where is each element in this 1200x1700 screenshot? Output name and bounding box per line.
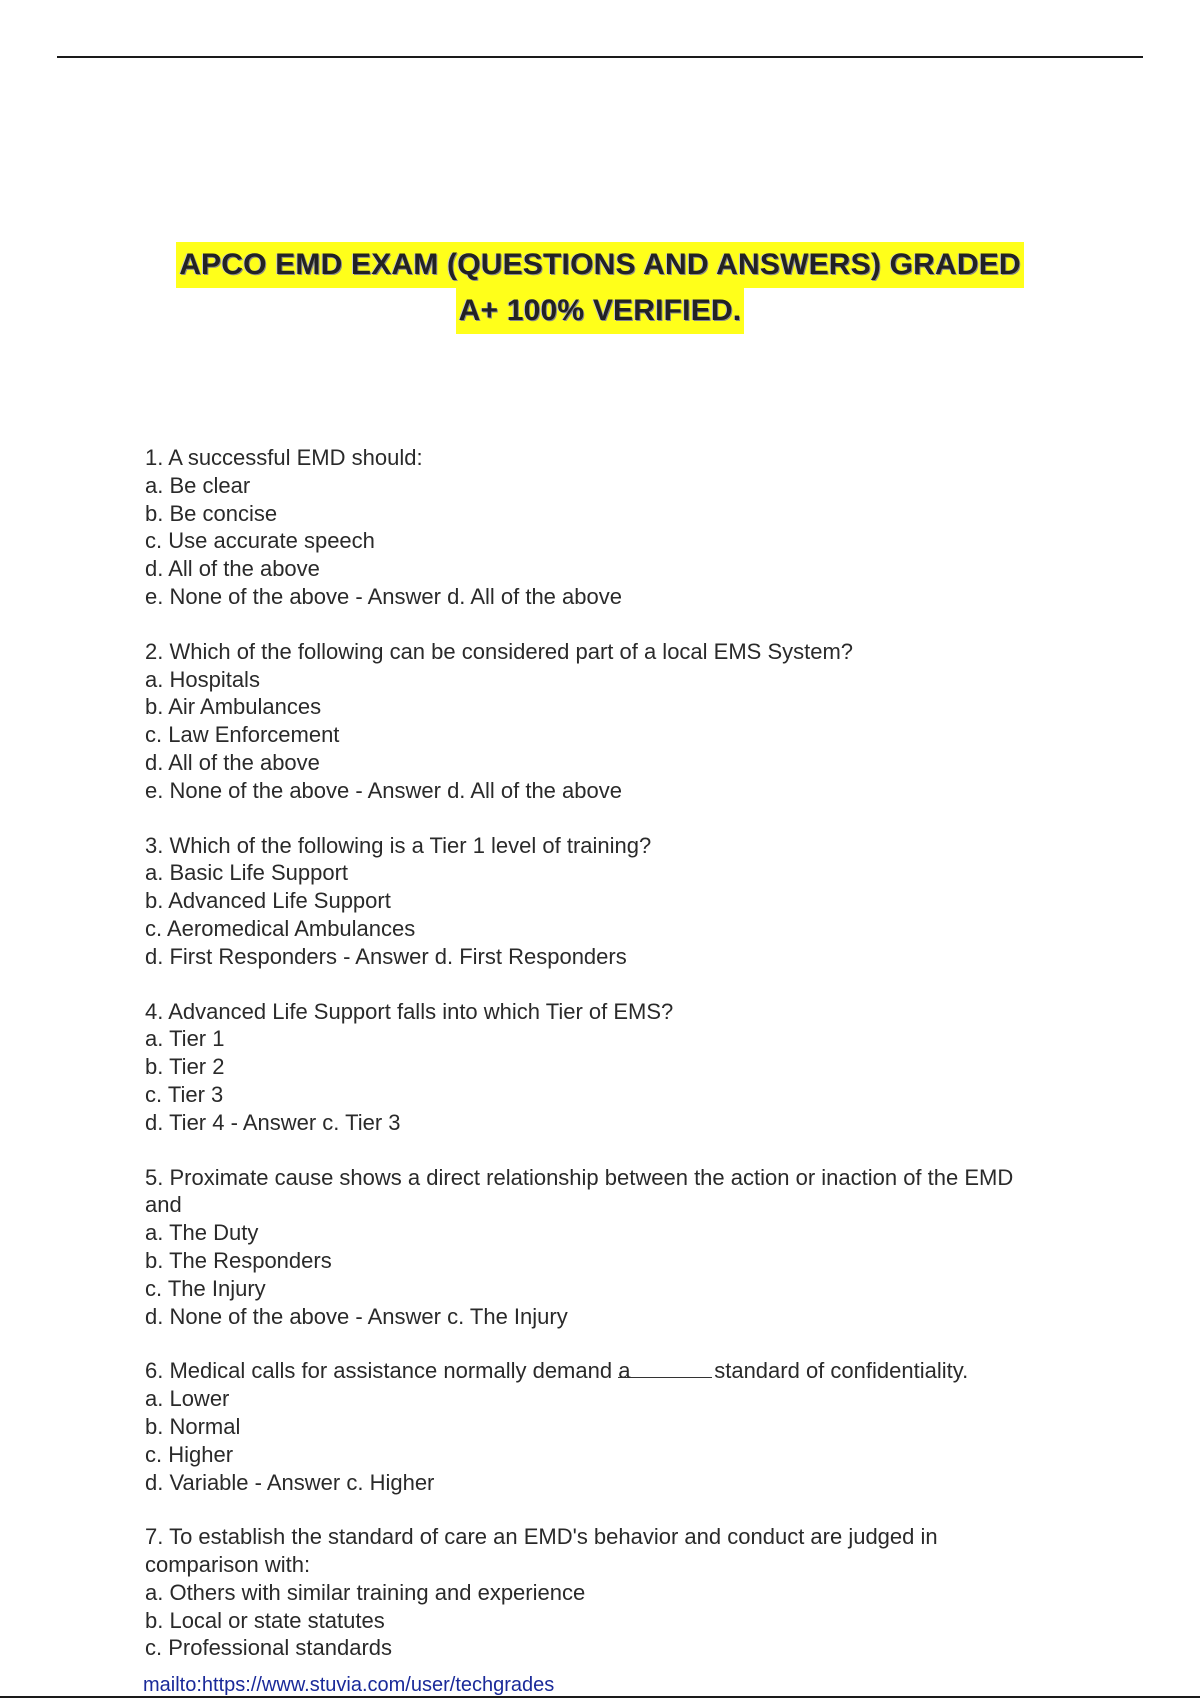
option-d-answer: d. Tier 4 - Answer c. Tier 3 — [145, 1109, 401, 1135]
blank-text: a — [618, 1358, 631, 1384]
option-c: c. Law Enforcement — [145, 722, 340, 748]
option-c: c. Higher — [145, 1441, 234, 1467]
option-e-answer: e. None of the above - Answer d. All of the above — [145, 583, 622, 609]
option-b: b. Normal — [145, 1413, 241, 1439]
question-stem — [145, 1357, 1045, 1385]
option-b: b. Be concise — [145, 500, 278, 526]
option-d-answer: d. None of the above - Answer c. The Injury — [145, 1303, 568, 1329]
footer-mailto-link[interactable]: mailto:https://www.stuvia.com/user/techgrades — [143, 1674, 555, 1696]
question-stem: 7. To establish the standard of care an EMD's behavior and conduct are judged in comparison with: — [145, 1524, 938, 1578]
option-a: a. Lower — [145, 1386, 230, 1412]
question-list — [145, 444, 1045, 1689]
question-stem: 5. Proximate cause shows a direct relationship between the action or inaction of the EMD and — [145, 1164, 1014, 1218]
question-stem: 4. Advanced Life Support falls into which Tier of EMS? — [145, 998, 674, 1024]
question-stem: 1. A successful EMD should: — [145, 445, 423, 470]
fill-in-blank — [618, 1357, 712, 1384]
option-b: b. Advanced Life Support — [145, 888, 391, 914]
question-1 — [145, 444, 1045, 611]
question-3 — [145, 832, 1045, 971]
option-c: c. Use accurate speech — [145, 528, 375, 554]
option-b: b. Tier 2 — [145, 1054, 225, 1080]
option-d-answer: d. First Responders - Answer d. First Responders — [145, 943, 627, 969]
option-b: b. The Responders — [145, 1247, 332, 1273]
question-5 — [145, 1164, 1045, 1331]
option-d-answer: d. Variable - Answer c. Higher — [145, 1469, 435, 1495]
option-b: b. Local or state statutes — [145, 1607, 385, 1633]
option-d: d. All of the above — [145, 556, 320, 582]
option-a: a. Basic Life Support — [145, 860, 349, 886]
stem-text-after: standard of confidentiality. — [714, 1358, 969, 1384]
option-d: d. All of the above — [145, 749, 320, 775]
option-e-answer: e. None of the above - Answer d. All of the above — [145, 777, 622, 803]
title-line-2: A+ 100% VERIFIED. — [456, 288, 745, 334]
question-7 — [145, 1523, 1045, 1662]
top-rule — [57, 56, 1143, 58]
option-b: b. Air Ambulances — [145, 694, 322, 720]
bottom-rule — [0, 1696, 1200, 1698]
option-c: c. Tier 3 — [145, 1081, 224, 1107]
option-a: a. Others with similar training and experience — [145, 1579, 586, 1605]
title-line-1: APCO EMD EXAM (QUESTIONS AND ANSWERS) GRADED — [176, 242, 1024, 288]
option-c: c. Professional standards — [145, 1635, 393, 1661]
question-stem: 2. Which of the following can be considered part of a local EMS System? — [145, 638, 854, 664]
option-a: a. Be clear — [145, 472, 251, 498]
question-stem: 3. Which of the following is a Tier 1 level of training? — [145, 832, 652, 858]
option-a: a. The Duty — [145, 1220, 259, 1246]
option-c: c. The Injury — [145, 1275, 266, 1301]
question-2 — [145, 638, 1045, 805]
document-title — [0, 242, 1200, 334]
option-a: a. Tier 1 — [145, 1026, 225, 1052]
question-4 — [145, 998, 1045, 1137]
option-c: c. Aeromedical Ambulances — [145, 915, 416, 941]
option-a: a. Hospitals — [145, 666, 260, 692]
stem-text-before: 6. Medical calls for assistance normally demand — [145, 1358, 619, 1384]
question-6 — [145, 1357, 1045, 1496]
